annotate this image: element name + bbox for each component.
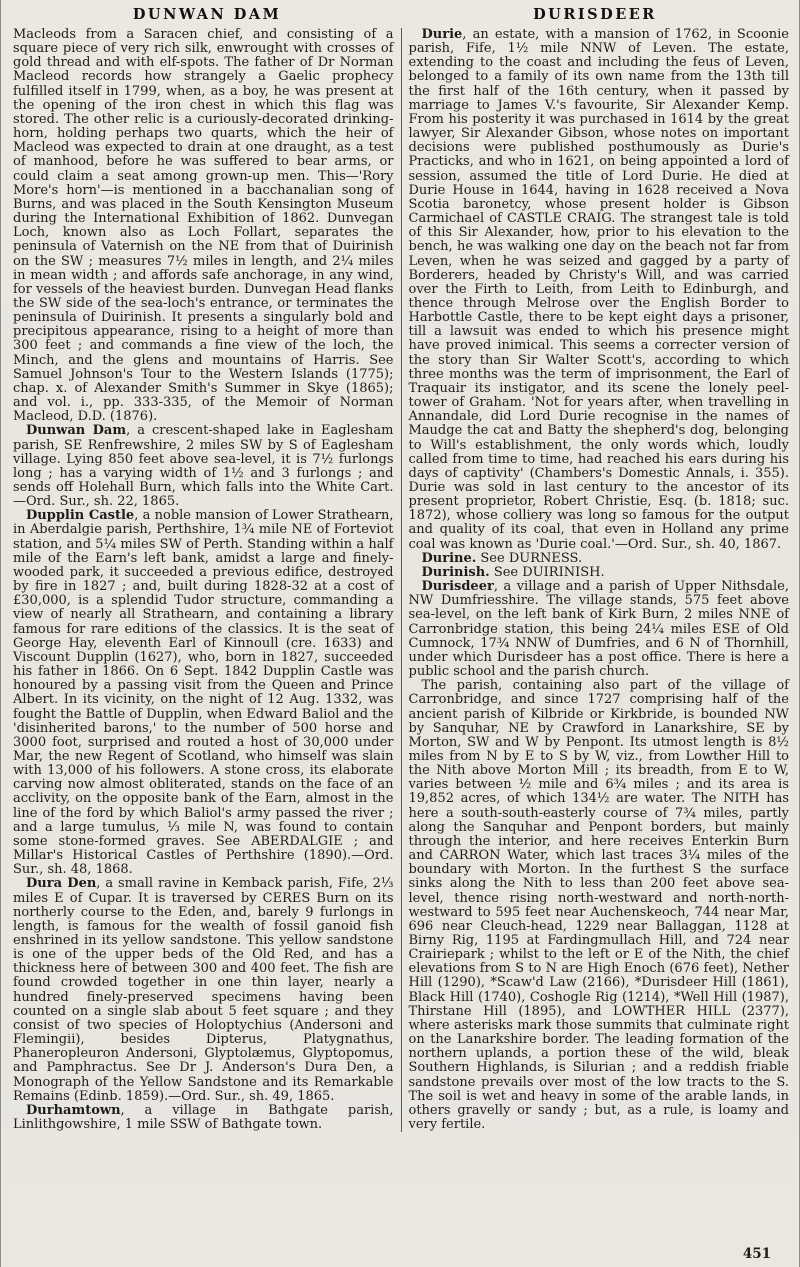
entry-name: Durisdeer <box>421 579 494 595</box>
column-divider <box>401 28 402 1132</box>
running-head-right: DURISDEER <box>533 6 657 23</box>
entry-name: Durine. <box>421 550 477 566</box>
entry-name: Durie <box>421 27 463 42</box>
left-column <box>13 28 394 1132</box>
entry-paragraph: Macleods from a Saracen chief, and consisting of a square piece of very rich silk, enwrought with crosses of gold thread and with elf-spots. The father of Dr Norman Macleod records how strangely a Gaelic prophecy fulfilled itself in 1799, when, as a boy, he was present at the opening of the iron chest in which this flag was stored. The other relic is a curiously-decorated drinking-horn, holding perhaps two quarts, which the heir of Macleod was expected to drain at one draught, as a test of manhood, before he was suffered to bear arms, or could claim a seat among grown-up men. This—'Rory More's horn'—is mentioned in a bacchanalian song of Burns, and was placed in the South Kensington Museum during the International Exhibition of 1862. Dunvegan Loch, known also as Loch Follart, separates the peninsula of Vaternish on the NE from that of Duirinish on the SW ; measures 7½ miles in length, and 2¼ miles in mean width ; and affords safe anchorage, in any wind, for vessels of the heaviest burden. Dunvegan Head flanks the SW side of the sea-loch's entrance, or terminates the peninsula of Duirinish. It presents a singularly bold and precipitous appearance, rising to a height of more than 300 feet ; and commands a fine view of the loch, the Minch, and the glens and mountains of Harris. See Samuel Johnson's Tour to the Western Islands (1775); chap. x. of Alexander Smith's Summer in Skye (1865); and vol. i., pp. 333-335, of the Memoir of Norman Macleod, D.D. (1876). <box>13 27 394 425</box>
entry-paragraph: Dura Den, a small ravine in Kemback parish, Fife, 2⅓ miles E of Cupar. It is traversed by CERES Burn on its northerly course to the Eden, and, barely 9 furlongs in length, is famous for the wealth of fossil ganoid fish enshrined in its yellow sandstone. This yellow sandstone is one of the upper beds of the Old Red, and has a thickness here of between 300 and 400 feet. The fish are found crowded together in one thin layer, nearly a hundred finely-preserved specimens having been counted on a single slab about 5 feet square ; and they consist of two species of Holoptychius (Andersoni and Flemingii), besides Dipterus, Platygnathus, Phaneropleuron Andersoni, Glyptolæmus, Glyptopomus, and Pamphractus. See Dr J. Anderson's Dura Den, a Monograph of the Yellow Sandstone and its Remarkable Remains (Edinb. 1859).—Ord. Sur., sh. 49, 1865. <box>13 876 394 1104</box>
running-head-left: DUNWAN DAM <box>132 6 282 23</box>
right-column <box>409 28 790 1132</box>
entry-name: Dupplin Castle <box>26 508 135 524</box>
entry-paragraph: Durine. See DURNESS. <box>421 550 583 566</box>
entry-name: Dunwan Dam <box>26 423 127 439</box>
page-number: 451 <box>742 1246 771 1262</box>
entry-name: Durinish. <box>421 564 490 580</box>
entry-paragraph: Durie, an estate, with a mansion of 1762, in Scoonie parish, Fife, 1½ mile NNW of Leven. The estate, extending to the coast and including the feus of Leven, belonged to a family of its own name from the 13th till the first half of the 16th century, when it passed by marriage to James V.'s favourite, Sir Alexander Kemp. From his posterity it was purchased in 1614 by the great lawyer, Sir Alexander Gibson, whose notes on important decisions were published posthumously as Durie's Practicks, and who in 1621, on being appointed a lord of session, assumed the title of Lord Durie. He died at Durie House in 1644, having in 1628 received a Nova Scotia baronetcy, whose present holder is Gibson Carmichael of CASTLE CRAIG. The strangest tale is told of this Sir Alexander, how, prior to his elevation to the bench, he was walking one day on the beach not far from Leven, when he was seized and gagged by a party of Borderers, headed by Christy's Will, and was carried over the Firth to Leith, from Leith to Edinburgh, and thence through Melrose over the English Border to Harbottle Castle, there to be kept eight days a prisoner, till a lawsuit was ended to which his presence might have proved inimical. This seems a correcter version of the story than Sir Walter Scott's, according to which three months was the term of imprisonment, the Earl of Traquair its instigator, and its scene the lonely peel-tower of Graham. 'Not for years after, when travelling in Annandale, did Lord Durie recognise in the names of Maudge the cat and Batty the shepherd's dog, belonging to Will's establishment, the only words which, loudly called from time to time, had reached his ears during his days of captivity' (Chambers's Domestic Annals, i. 355). Durie was sold in last century to the ancestor of its present proprietor, Robert Christie, Esq. (b. 1818; suc. 1872), whose colliery was long so famous for the output and quality of its coal, that even in Holland any prime coal was known as 'Durie coal.'—Ord. Sur., sh. 40, 1867. <box>408 27 789 552</box>
entry-paragraph: Durinish. See DUIRINISH. <box>421 564 605 580</box>
text-columns <box>13 28 789 1132</box>
entry-paragraph: The parish, containing also part of the village of Carronbridge, and since 1727 comprising half of the ancient parish of Kilbride or Kirkbride, is bounded NW by Sanquhar, NE by Crawford in Lanarkshire, SE by Morton, SW and W by Penpont. Its utmost length is 8½ miles from N by E to S by W, viz., from Lowther Hill to the Nith above Morton Mill ; its breadth, from E to W, varies between ½ mile and 6¾ miles ; and its area is 19,852 acres, of which 134½ are water. The NITH has here a south-south-easterly course of 7¾ miles, partly along the Sanquhar and Penpont borders, but mainly through the interior, and here receives Enterkin Burn and CARRON Water, which last traces 3¼ miles of the boundary with Morton. In the furthest S the surface sinks along the Nith to less than 200 feet above sea-level, thence rising north-westward and north-north-westward to 595 feet near Auchenskeoch, 744 near Mar, 696 near Cleuch-head, 1229 near Ballaggan, 1128 at Birny Rig, 1195 at Fardingmullach Hill, and 724 near Crairiepark ; whilst to the left or E of the Nith, the chief elevations from S to N are High Enoch (676 feet), Nether Hill (1290), *Scaw'd Law (2166), *Durisdeer Hill (1861), Black Hill (1740), Coshogle Rig (1214), *Well Hill (1987), Thirstane Hill (1895), and LOWTHER HILL (2377), where asterisks mark those summits that culminate right on the Lanarkshire border. The leading formation of the northern uplands, a portion these of the wild, bleak Southern Highlands, is Silurian ; and a reddish friable sandstone prevails over most of the low tracts to the S. The soil is wet and heavy in some of the arable lands, in others gravelly or sandy ; but, as a rule, is loamy and very fertile. <box>408 678 789 1133</box>
running-heads <box>13 6 789 23</box>
entry-name: Dura Den <box>26 876 97 892</box>
entry-paragraph: Dupplin Castle, a noble mansion of Lower Strathearn, in Aberdalgie parish, Perthshire, 1¾ mile NE of Forteviot station, and 5¼ miles SW of Perth. Standing within a half mile of the Earn's left bank, amidst a large and finely-wooded park, it succeeded a previous edifice, destroyed by fire in 1827 ; and, built during 1828-32 at a cost of £30,000, is a splendid Tudor structure, commanding a view of nearly all Strathearn, and containing a library famous for rare editions of the classics. It is the seat of George Hay, eleventh Earl of Kinnoull (cre. 1633) and Viscount Dupplin (1627), who, born in 1827, succeeded his father in 1866. On 6 Sept. 1842 Dupplin Castle was honoured by a passing visit from the Queen and Prince Albert. In its vicinity, on the night of 12 Aug. 1332, was fought the Battle of Dupplin, when Edward Baliol and the 'disinherited barons,' to the number of 500 horse and 3000 foot, surprised and routed a host of 30,000 under Mar, the new Regent of Scotland, who himself was slain with 13,000 of his followers. A stone cross, its elaborate carving now almost obliterated, stands on the face of an acclivity, on the opposite bank of the Earn, almost in the line of the ford by which Baliol's army passed the river ; and a large tumulus, ⅓ mile N, was found to contain some stone-formed graves. See ABERDALGIE ; and Millar's Historical Castles of Perthshire (1890).—Ord. Sur., sh. 48, 1868. <box>13 508 394 878</box>
entry-paragraph: Dunwan Dam, a crescent-shaped lake in Eaglesham parish, SE Renfrewshire, 2 miles SW by S of Eaglesham village. Lying 850 feet above sea-level, it is 7½ furlongs long ; has a varying width of 1½ and 3 furlongs ; and sends off Holehall Burn, which falls into the White Cart.—Ord. Sur., sh. 22, 1865. <box>13 423 394 510</box>
entry-paragraph: Durhamtown, a village in Bathgate parish, Linlithgowshire, 1 mile SSW of Bathgate town. <box>13 1102 394 1133</box>
entry-name: Durhamtown <box>26 1102 121 1118</box>
entry-paragraph: Durisdeer, a village and a parish of Upper Nithsdale, NW Dumfriesshire. The village stands, 575 feet above sea-level, on the left bank of Kirk Burn, 2 miles NNE of Carronbridge station, this being 24¼ miles ESE of Old Cumnock, 17¾ NNW of Dumfries, and 6 N of Thornhill, under which Durisdeer has a post office. There is here a public school and the parish church. <box>408 579 789 680</box>
